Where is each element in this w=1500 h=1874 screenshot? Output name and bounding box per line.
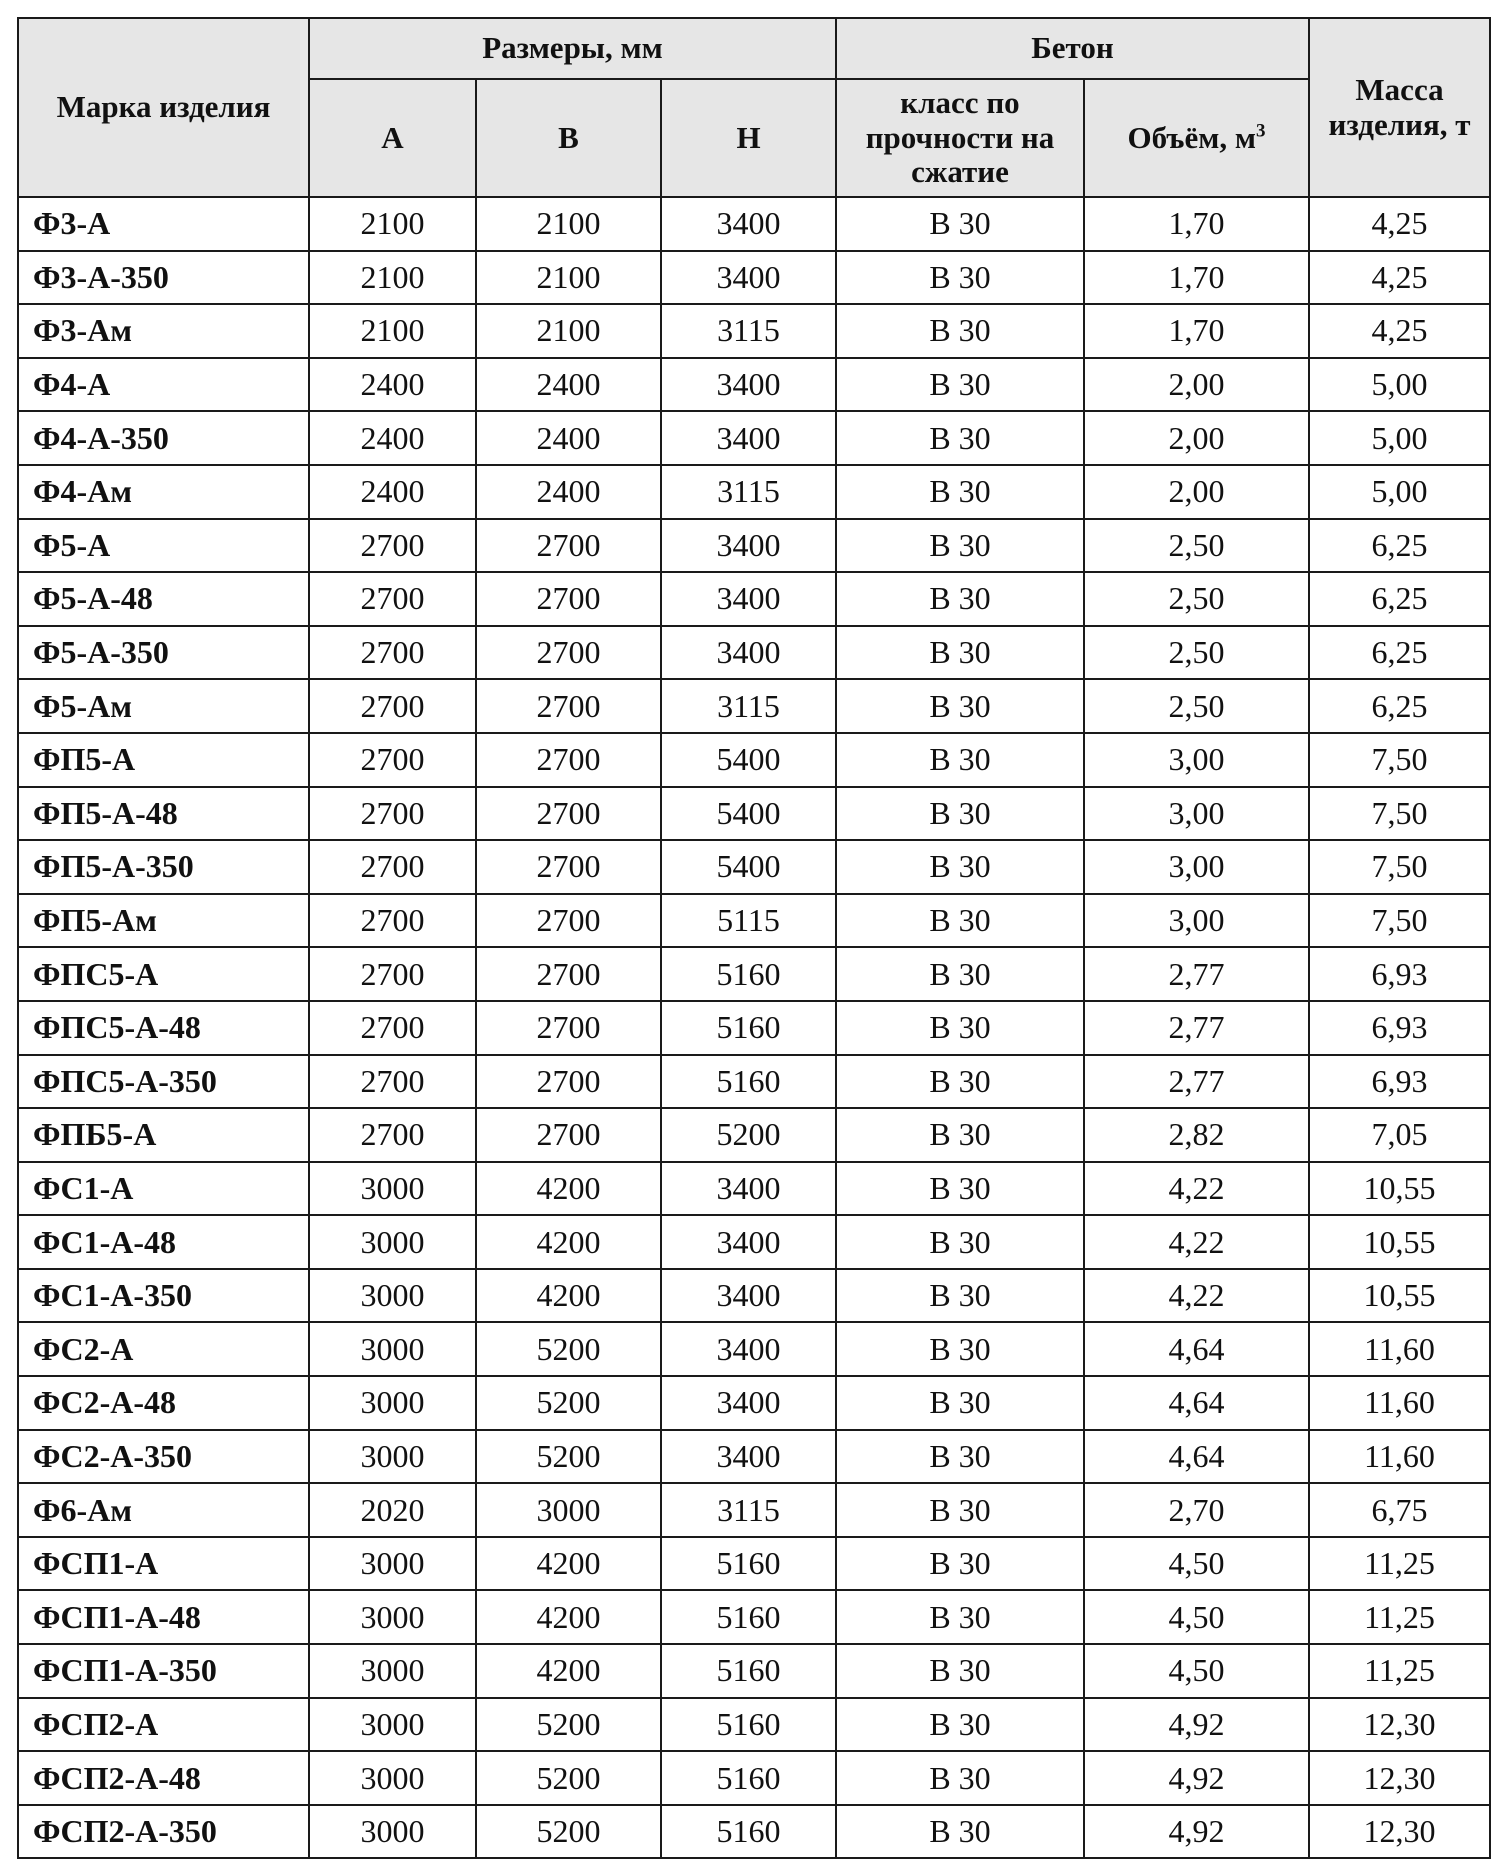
cell-volume: 1,70: [1084, 197, 1309, 251]
cell-mark: ФС2-А-350: [18, 1430, 309, 1484]
table-row: [18, 197, 1490, 251]
table-row: [18, 304, 1490, 358]
cell-h: 5400: [661, 840, 836, 894]
cell-a: 2700: [309, 1108, 476, 1162]
cell-b: 2700: [476, 1055, 661, 1109]
cell-class: В 30: [836, 1590, 1084, 1644]
cell-class: В 30: [836, 304, 1084, 358]
cell-mark: Ф4-А: [18, 358, 309, 412]
cell-mass: 11,60: [1309, 1376, 1490, 1430]
cell-volume: 4,50: [1084, 1590, 1309, 1644]
table-container: [17, 17, 1491, 1859]
cell-mass: 12,30: [1309, 1751, 1490, 1805]
cell-b: 2100: [476, 197, 661, 251]
cell-volume: 4,92: [1084, 1751, 1309, 1805]
table-row: [18, 572, 1490, 626]
cell-class: В 30: [836, 894, 1084, 948]
cell-volume: 4,50: [1084, 1644, 1309, 1698]
cell-volume: 4,64: [1084, 1322, 1309, 1376]
cell-mark: Ф5-А: [18, 519, 309, 573]
cell-mark: ФСП2-А-48: [18, 1751, 309, 1805]
cell-a: 2100: [309, 304, 476, 358]
cell-volume: 2,50: [1084, 519, 1309, 573]
cell-h: 5115: [661, 894, 836, 948]
cell-b: 2100: [476, 304, 661, 358]
cell-volume: 4,92: [1084, 1698, 1309, 1752]
cell-class: В 30: [836, 1162, 1084, 1216]
cell-class: В 30: [836, 1269, 1084, 1323]
cell-b: 2700: [476, 733, 661, 787]
header-concrete: Бетон: [836, 18, 1309, 79]
cell-mark: ФП5-Ам: [18, 894, 309, 948]
cell-class: В 30: [836, 1430, 1084, 1484]
table-row: [18, 733, 1490, 787]
cell-h: 5160: [661, 1001, 836, 1055]
cell-b: 2700: [476, 679, 661, 733]
cell-a: 3000: [309, 1162, 476, 1216]
cell-mass: 10,55: [1309, 1162, 1490, 1216]
cell-mark: Ф5-А-350: [18, 626, 309, 680]
cell-volume: 4,22: [1084, 1162, 1309, 1216]
cell-volume: 2,00: [1084, 411, 1309, 465]
cell-a: 2100: [309, 251, 476, 305]
cell-a: 2700: [309, 1001, 476, 1055]
table-row: [18, 519, 1490, 573]
header-volume-label: Объём, м: [1127, 119, 1256, 155]
cell-mark: ФСП1-А: [18, 1537, 309, 1591]
cell-b: 2700: [476, 519, 661, 573]
table-row: [18, 1590, 1490, 1644]
cell-a: 2020: [309, 1483, 476, 1537]
table-row: [18, 1698, 1490, 1752]
cell-h: 5400: [661, 787, 836, 841]
cell-a: 3000: [309, 1269, 476, 1323]
cell-mass: 11,25: [1309, 1644, 1490, 1698]
table-row: [18, 358, 1490, 412]
cell-volume: 2,77: [1084, 1055, 1309, 1109]
cell-volume: 3,00: [1084, 894, 1309, 948]
cell-class: В 30: [836, 1215, 1084, 1269]
cell-class: В 30: [836, 1108, 1084, 1162]
cell-h: 3400: [661, 1215, 836, 1269]
cell-mark: Ф5-А-48: [18, 572, 309, 626]
cell-class: В 30: [836, 1055, 1084, 1109]
cell-volume: 2,82: [1084, 1108, 1309, 1162]
cell-b: 4200: [476, 1162, 661, 1216]
cell-mark: ФС1-А: [18, 1162, 309, 1216]
table-row: [18, 787, 1490, 841]
cell-h: 5400: [661, 733, 836, 787]
cell-mark: ФПС5-А: [18, 947, 309, 1001]
cell-class: В 30: [836, 1698, 1084, 1752]
cell-mass: 6,25: [1309, 519, 1490, 573]
cell-mark: ФС1-А-48: [18, 1215, 309, 1269]
table-row: [18, 626, 1490, 680]
cell-mark: Ф6-Ам: [18, 1483, 309, 1537]
table-row: [18, 1430, 1490, 1484]
cell-mass: 12,30: [1309, 1698, 1490, 1752]
cell-mark: ФС1-А-350: [18, 1269, 309, 1323]
table-row: [18, 1215, 1490, 1269]
cell-h: 3400: [661, 519, 836, 573]
cell-class: В 30: [836, 1537, 1084, 1591]
table-row: [18, 1751, 1490, 1805]
cell-h: 3400: [661, 572, 836, 626]
cell-mass: 7,50: [1309, 894, 1490, 948]
cell-mass: 10,55: [1309, 1215, 1490, 1269]
cell-h: 5160: [661, 1805, 836, 1859]
cell-b: 2400: [476, 358, 661, 412]
cell-class: В 30: [836, 1751, 1084, 1805]
cell-volume: 4,92: [1084, 1805, 1309, 1859]
cell-class: В 30: [836, 197, 1084, 251]
cell-a: 2700: [309, 947, 476, 1001]
cell-volume: 1,70: [1084, 251, 1309, 305]
cell-b: 4200: [476, 1590, 661, 1644]
cell-a: 3000: [309, 1430, 476, 1484]
header-h: Н: [661, 79, 836, 197]
cell-mass: 12,30: [1309, 1805, 1490, 1859]
table-row: [18, 1162, 1490, 1216]
header-a: А: [309, 79, 476, 197]
cell-a: 2400: [309, 358, 476, 412]
cell-mass: 4,25: [1309, 197, 1490, 251]
table-row: [18, 1644, 1490, 1698]
cell-a: 2700: [309, 626, 476, 680]
cell-class: В 30: [836, 733, 1084, 787]
table-header: [18, 18, 1490, 197]
cell-mass: 5,00: [1309, 358, 1490, 412]
cell-class: В 30: [836, 572, 1084, 626]
cell-class: В 30: [836, 1322, 1084, 1376]
cell-h: 3400: [661, 1269, 836, 1323]
cell-b: 2100: [476, 251, 661, 305]
cell-h: 3400: [661, 197, 836, 251]
table-row: [18, 251, 1490, 305]
cell-h: 3400: [661, 1162, 836, 1216]
cell-volume: 1,70: [1084, 304, 1309, 358]
cell-mark: ФПС5-А-48: [18, 1001, 309, 1055]
cell-b: 2700: [476, 947, 661, 1001]
cell-mark: ФПБ5-А: [18, 1108, 309, 1162]
cell-a: 3000: [309, 1805, 476, 1859]
cell-h: 5160: [661, 1644, 836, 1698]
cell-volume: 4,22: [1084, 1215, 1309, 1269]
cell-h: 3400: [661, 1376, 836, 1430]
cell-volume: 2,00: [1084, 465, 1309, 519]
cell-mark: ФС2-А: [18, 1322, 309, 1376]
cell-class: В 30: [836, 1001, 1084, 1055]
cell-a: 2700: [309, 679, 476, 733]
cell-b: 4200: [476, 1269, 661, 1323]
cell-volume: 3,00: [1084, 733, 1309, 787]
cell-a: 3000: [309, 1537, 476, 1591]
cell-volume: 2,77: [1084, 1001, 1309, 1055]
header-volume-sup: 3: [1255, 120, 1266, 142]
cell-class: В 30: [836, 1483, 1084, 1537]
cell-h: 3400: [661, 251, 836, 305]
cell-b: 5200: [476, 1322, 661, 1376]
cell-a: 2700: [309, 840, 476, 894]
cell-a: 2700: [309, 1055, 476, 1109]
table-row: [18, 679, 1490, 733]
cell-h: 3400: [661, 358, 836, 412]
cell-volume: 2,70: [1084, 1483, 1309, 1537]
table-row: [18, 947, 1490, 1001]
cell-mark: Ф4-А-350: [18, 411, 309, 465]
cell-a: 2100: [309, 197, 476, 251]
cell-a: 2700: [309, 519, 476, 573]
cell-mark: ФП5-А-350: [18, 840, 309, 894]
header-sizes: Размеры, мм: [309, 18, 836, 79]
cell-volume: 2,77: [1084, 947, 1309, 1001]
cell-h: 3400: [661, 1322, 836, 1376]
cell-class: В 30: [836, 1644, 1084, 1698]
cell-mark: Ф5-Ам: [18, 679, 309, 733]
cell-volume: 4,50: [1084, 1537, 1309, 1591]
cell-b: 2700: [476, 1108, 661, 1162]
cell-h: 3115: [661, 1483, 836, 1537]
cell-mass: 6,25: [1309, 679, 1490, 733]
header-mark: Марка изделия: [18, 18, 309, 197]
cell-mark: ФП5-А-48: [18, 787, 309, 841]
table-row: [18, 1108, 1490, 1162]
cell-b: 2400: [476, 411, 661, 465]
cell-class: В 30: [836, 465, 1084, 519]
table-row: [18, 1805, 1490, 1859]
cell-h: 3400: [661, 1430, 836, 1484]
cell-h: 3115: [661, 679, 836, 733]
header-b: В: [476, 79, 661, 197]
cell-b: 2700: [476, 572, 661, 626]
cell-class: В 30: [836, 1376, 1084, 1430]
cell-class: В 30: [836, 626, 1084, 680]
cell-b: 2700: [476, 787, 661, 841]
cell-h: 3400: [661, 626, 836, 680]
cell-b: 2700: [476, 840, 661, 894]
cell-b: 2700: [476, 894, 661, 948]
cell-volume: 2,00: [1084, 358, 1309, 412]
table-row: [18, 1055, 1490, 1109]
cell-mass: 6,93: [1309, 1055, 1490, 1109]
cell-a: 3000: [309, 1376, 476, 1430]
cell-mark: ФС2-А-48: [18, 1376, 309, 1430]
cell-b: 5200: [476, 1430, 661, 1484]
cell-mass: 7,50: [1309, 787, 1490, 841]
cell-h: 3115: [661, 304, 836, 358]
table-row: [18, 840, 1490, 894]
cell-a: 2700: [309, 733, 476, 787]
table-row: [18, 465, 1490, 519]
cell-a: 3000: [309, 1215, 476, 1269]
table-row: [18, 894, 1490, 948]
cell-mass: 6,93: [1309, 947, 1490, 1001]
table-row: [18, 1483, 1490, 1537]
cell-h: 5200: [661, 1108, 836, 1162]
cell-class: В 30: [836, 1805, 1084, 1859]
cell-mark: ФПС5-А-350: [18, 1055, 309, 1109]
cell-h: 5160: [661, 1537, 836, 1591]
cell-mark: Ф3-Ам: [18, 304, 309, 358]
cell-mark: ФСП2-А: [18, 1698, 309, 1752]
cell-mass: 4,25: [1309, 251, 1490, 305]
cell-class: В 30: [836, 840, 1084, 894]
cell-b: 4200: [476, 1537, 661, 1591]
cell-a: 3000: [309, 1751, 476, 1805]
cell-b: 5200: [476, 1698, 661, 1752]
cell-h: 5160: [661, 1698, 836, 1752]
cell-a: 2700: [309, 572, 476, 626]
header-strength-class: класс по прочности на сжатие: [836, 79, 1084, 197]
cell-mass: 5,00: [1309, 465, 1490, 519]
cell-mass: 6,25: [1309, 572, 1490, 626]
cell-b: 2700: [476, 1001, 661, 1055]
cell-b: 2700: [476, 626, 661, 680]
cell-mass: 6,75: [1309, 1483, 1490, 1537]
cell-mass: 4,25: [1309, 304, 1490, 358]
cell-b: 5200: [476, 1751, 661, 1805]
cell-mark: ФСП2-А-350: [18, 1805, 309, 1859]
cell-class: В 30: [836, 787, 1084, 841]
cell-b: 4200: [476, 1215, 661, 1269]
cell-mass: 6,25: [1309, 626, 1490, 680]
cell-h: 3115: [661, 465, 836, 519]
cell-a: 2700: [309, 787, 476, 841]
cell-mass: 11,60: [1309, 1322, 1490, 1376]
cell-volume: 3,00: [1084, 840, 1309, 894]
cell-volume: 4,22: [1084, 1269, 1309, 1323]
cell-mark: Ф3-А-350: [18, 251, 309, 305]
cell-h: 5160: [661, 1590, 836, 1644]
cell-volume: 3,00: [1084, 787, 1309, 841]
cell-mark: ФСП1-А-48: [18, 1590, 309, 1644]
table-row: [18, 1322, 1490, 1376]
cell-a: 3000: [309, 1590, 476, 1644]
header-volume: [1084, 79, 1309, 197]
cell-volume: 2,50: [1084, 572, 1309, 626]
cell-mass: 11,60: [1309, 1430, 1490, 1484]
cell-h: 5160: [661, 1751, 836, 1805]
cell-class: В 30: [836, 411, 1084, 465]
table-row: [18, 1537, 1490, 1591]
cell-h: 3400: [661, 411, 836, 465]
cell-a: 2700: [309, 894, 476, 948]
cell-class: В 30: [836, 251, 1084, 305]
cell-mass: 7,50: [1309, 733, 1490, 787]
cell-mass: 6,93: [1309, 1001, 1490, 1055]
cell-a: 3000: [309, 1322, 476, 1376]
cell-class: В 30: [836, 519, 1084, 573]
cell-a: 3000: [309, 1698, 476, 1752]
table-row: [18, 1269, 1490, 1323]
cell-h: 5160: [661, 1055, 836, 1109]
cell-mass: 10,55: [1309, 1269, 1490, 1323]
cell-a: 3000: [309, 1644, 476, 1698]
cell-b: 3000: [476, 1483, 661, 1537]
table-row: [18, 1376, 1490, 1430]
cell-class: В 30: [836, 947, 1084, 1001]
cell-mass: 11,25: [1309, 1537, 1490, 1591]
cell-class: В 30: [836, 358, 1084, 412]
cell-b: 5200: [476, 1376, 661, 1430]
table-row: [18, 411, 1490, 465]
cell-mark: Ф4-Ам: [18, 465, 309, 519]
table-row: [18, 1001, 1490, 1055]
cell-b: 5200: [476, 1805, 661, 1859]
cell-mass: 11,25: [1309, 1590, 1490, 1644]
cell-mass: 7,05: [1309, 1108, 1490, 1162]
header-mass: Масса изделия, т: [1309, 18, 1490, 197]
cell-volume: 4,64: [1084, 1376, 1309, 1430]
cell-mark: ФСП1-А-350: [18, 1644, 309, 1698]
cell-mass: 5,00: [1309, 411, 1490, 465]
cell-h: 5160: [661, 947, 836, 1001]
table-body: [18, 197, 1490, 1858]
cell-mass: 7,50: [1309, 840, 1490, 894]
product-table: [17, 17, 1491, 1859]
cell-volume: 2,50: [1084, 679, 1309, 733]
cell-a: 2400: [309, 411, 476, 465]
cell-mark: ФП5-А: [18, 733, 309, 787]
cell-mark: Ф3-А: [18, 197, 309, 251]
cell-volume: 4,64: [1084, 1430, 1309, 1484]
cell-b: 4200: [476, 1644, 661, 1698]
cell-class: В 30: [836, 679, 1084, 733]
cell-b: 2400: [476, 465, 661, 519]
cell-volume: 2,50: [1084, 626, 1309, 680]
cell-a: 2400: [309, 465, 476, 519]
